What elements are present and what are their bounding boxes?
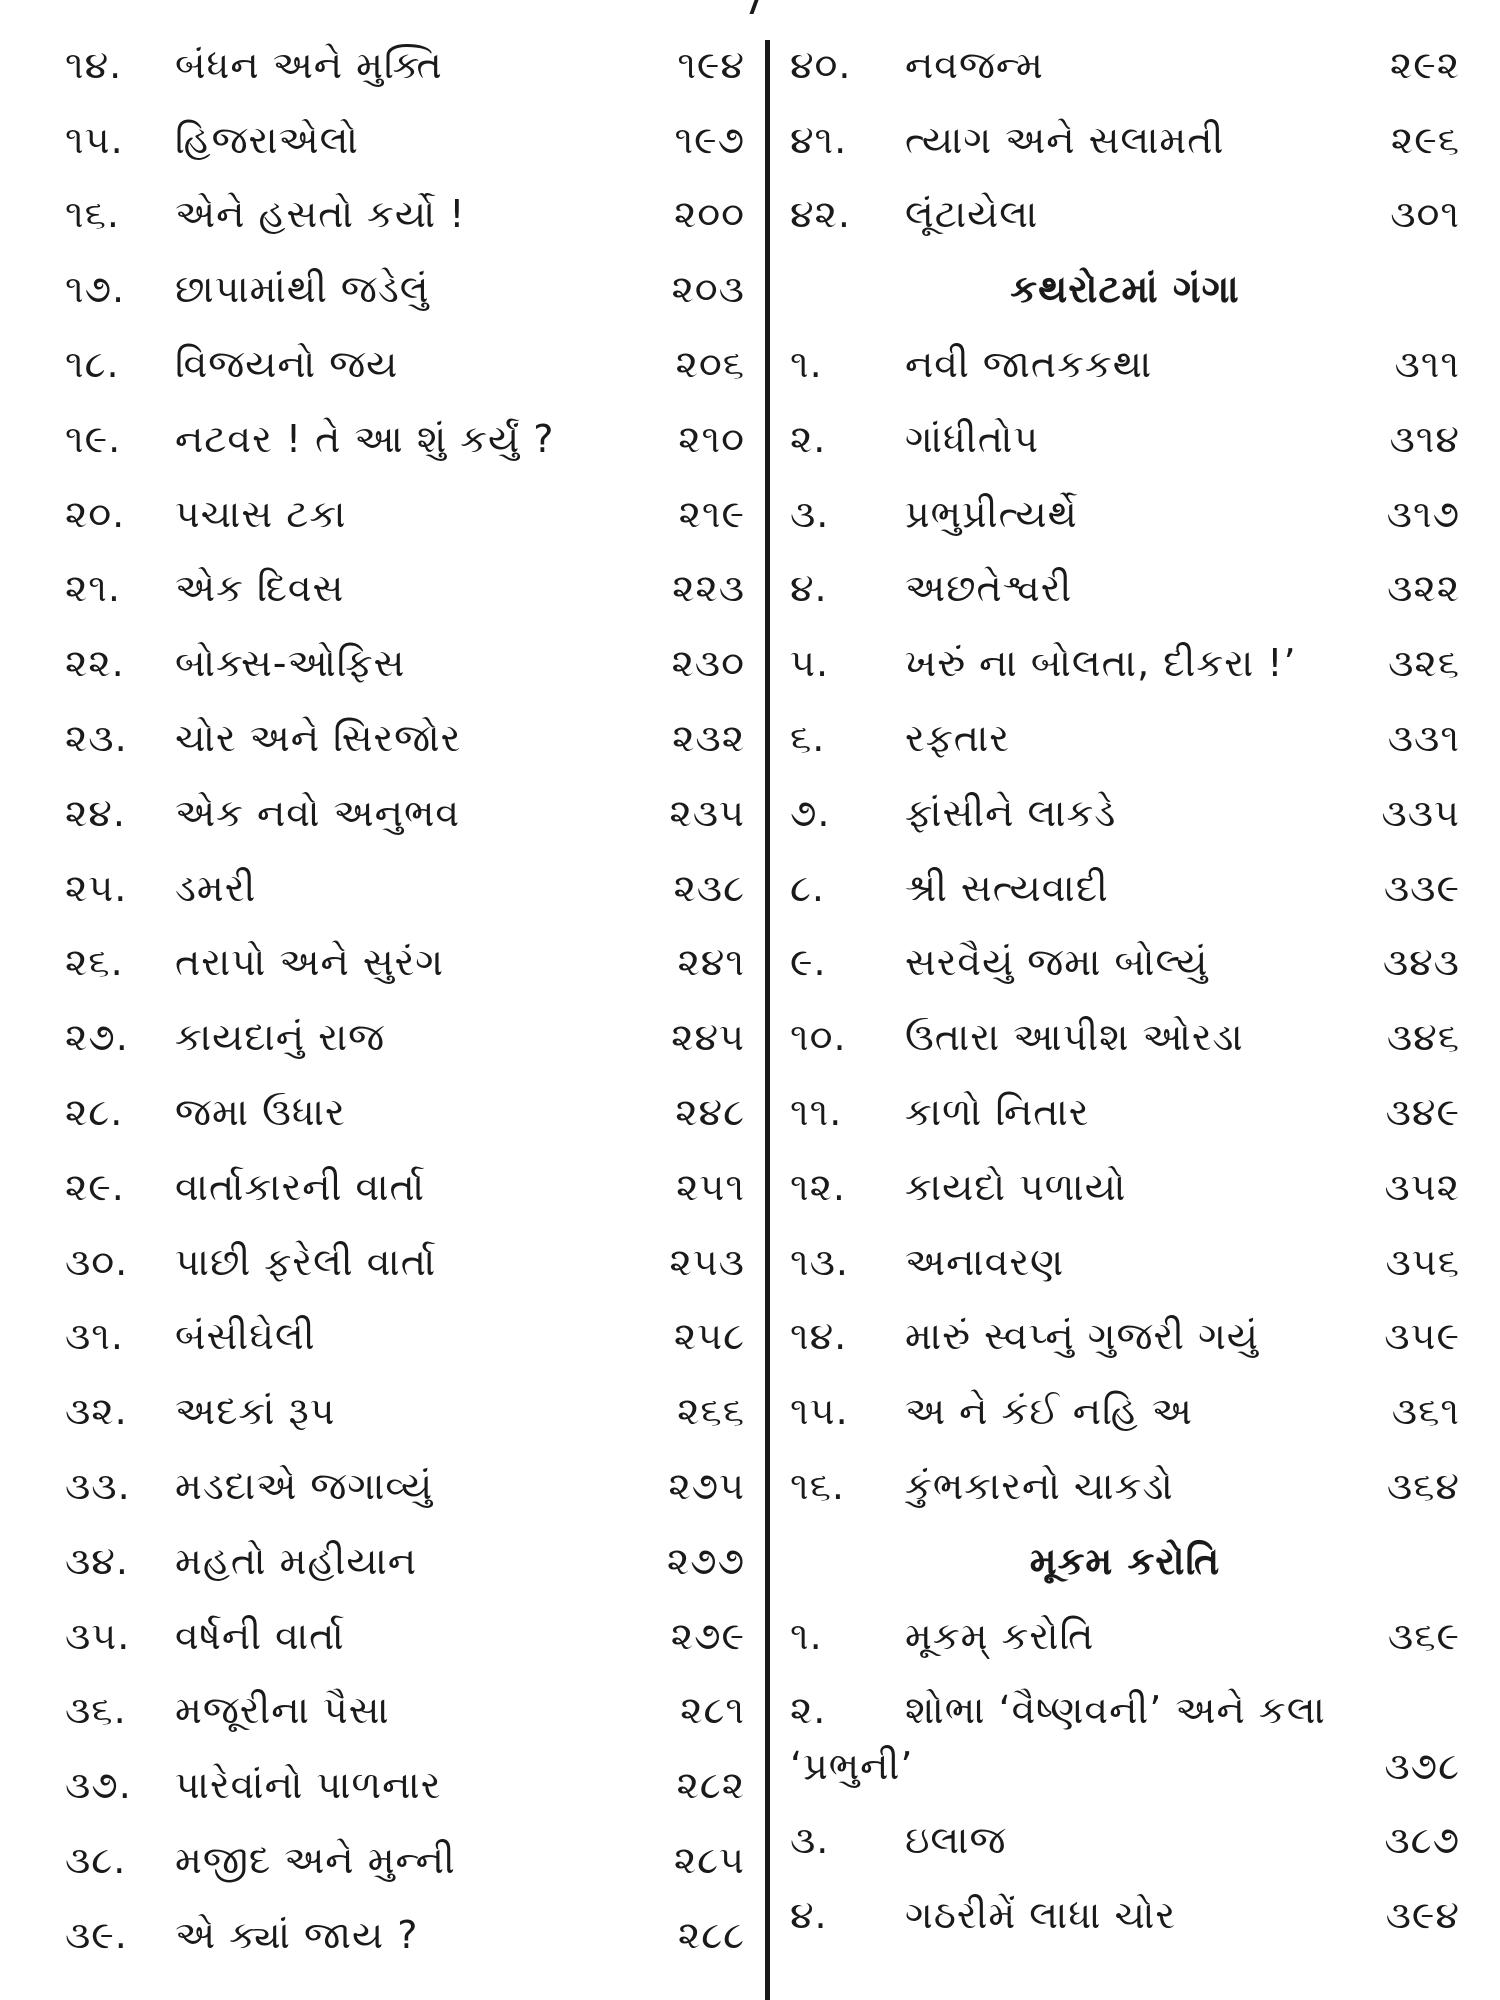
entry-page-number: ૨૬૬ xyxy=(677,1389,745,1434)
entry-number: ૧૫. xyxy=(65,117,124,162)
entry-title: લૂંટાયેલા xyxy=(905,192,1039,237)
entry-title: પારેવાંનો પાળનાર xyxy=(175,1763,442,1808)
toc-entry xyxy=(65,1599,745,1674)
entry-page-number: ૩૧૭ xyxy=(1386,491,1460,536)
entry-page-number: ૩૨૬ xyxy=(1388,641,1460,686)
page-top-mark xyxy=(749,0,758,14)
entry-page-number: ૨૨૩ xyxy=(672,566,745,611)
entry-page-number: ૩૩૯ xyxy=(1383,865,1460,910)
entry-number: ૧૯. xyxy=(65,416,122,461)
entry-page-number: ૨૦૩ xyxy=(671,267,745,312)
entry-title: ડમરી xyxy=(175,865,257,910)
entry-number: ૨૮. xyxy=(65,1090,124,1135)
entry-number: ૨. xyxy=(790,416,827,461)
toc-entry xyxy=(65,327,745,402)
entry-page-number: ૨૧૯ xyxy=(678,491,745,536)
toc-entry xyxy=(65,1225,745,1300)
entry-title: એને હસતો કર્યો ! xyxy=(175,192,466,237)
toc-entry xyxy=(65,1524,745,1599)
entry-page-number: ૨૧૦ xyxy=(678,416,745,461)
entry-page-number: ૩૭૮ xyxy=(1384,1744,1460,1789)
entry-page-number: ૨૪૧ xyxy=(677,940,745,985)
entry-title: વર્ષની વાર્તા xyxy=(175,1613,345,1658)
entry-number: ૨૭. xyxy=(65,1015,129,1060)
right-column xyxy=(790,28,1460,1953)
entry-number: ૮. xyxy=(790,865,825,910)
toc-entry xyxy=(790,28,1460,103)
column-divider xyxy=(765,40,770,2000)
entry-number: ૪૧. xyxy=(790,117,848,162)
entry-title: રફતાર xyxy=(905,716,1010,761)
entry-title: ત્યાગ અને સલામતી xyxy=(905,117,1225,162)
entry-page-number: ૨૮૨ xyxy=(676,1763,745,1808)
entry-title: કાયદાનું રાજ xyxy=(175,1015,386,1060)
entry-number: ૪૨. xyxy=(790,192,851,237)
entry-page-number: ૩૮૭ xyxy=(1384,1818,1460,1863)
toc-entry xyxy=(65,402,745,477)
entry-number: ૩૮. xyxy=(65,1838,127,1883)
toc-entry xyxy=(790,477,1460,552)
toc-entry xyxy=(790,1878,1460,1953)
entry-title: અ ને કંઈ નહિ અ xyxy=(905,1389,1193,1434)
entry-title: ગાંધીતોપ xyxy=(905,416,1040,461)
toc-entry xyxy=(790,402,1460,477)
toc-entry xyxy=(65,477,745,552)
entry-number: ૨૧. xyxy=(65,566,122,611)
entry-title: નટવર ! તે આ શું કર્યું ? xyxy=(175,416,555,461)
entry-page-number: ૩૫૬ xyxy=(1385,1239,1460,1284)
entry-title: મજીદ અને મુન્ની xyxy=(175,1838,456,1883)
entry-number: ૧૮. xyxy=(65,342,120,387)
entry-title: ચોર અને સિરજોર xyxy=(175,716,462,761)
entry-title: બોક્સ-ઓફિસ xyxy=(175,641,406,686)
entry-title: મારું સ્વપ્નું ગુજરી ગયું xyxy=(905,1314,1259,1359)
toc-entry xyxy=(790,1225,1460,1300)
toc-entry xyxy=(790,327,1460,402)
entry-title: નવી જાતકકથા xyxy=(905,342,1153,387)
entry-number: ૧૪. xyxy=(790,1314,848,1359)
section-heading-kathrot: કથરોટમાં ગંગા xyxy=(1010,267,1240,312)
entry-page-number: ૩૫૯ xyxy=(1384,1314,1460,1359)
entry-title: એક દિવસ xyxy=(175,566,345,611)
entry-page-number: ૨૩૦ xyxy=(671,641,745,686)
entry-page-number: ૨૪૮ xyxy=(675,1090,745,1135)
entry-number: ૨. xyxy=(790,1688,827,1733)
toc-entry xyxy=(790,701,1460,776)
entry-number: ૩. xyxy=(790,491,830,536)
entry-page-number: ૩૬૪ xyxy=(1386,1464,1460,1509)
entry-number: ૫. xyxy=(790,641,830,686)
entry-title: તરાપો અને સુરંગ xyxy=(175,940,445,985)
entry-page-number: ૨૩૨ xyxy=(672,716,745,761)
left-column xyxy=(65,28,745,1973)
toc-entry xyxy=(790,851,1460,926)
entry-page-number: ૨૯૬ xyxy=(1390,117,1460,162)
toc-entry xyxy=(790,552,1460,627)
entry-number: ૩૧. xyxy=(65,1314,125,1359)
entry-number: ૯. xyxy=(790,940,827,985)
entry-number: ૩. xyxy=(790,1818,830,1863)
entry-number: ૩૭. xyxy=(65,1763,132,1808)
entry-title: સરવૈયું જમા બોલ્યું xyxy=(905,940,1209,985)
entry-number: ૨૫. xyxy=(65,865,128,910)
entry-page-number: ૨૦૬ xyxy=(675,342,745,387)
entry-page-number: ૧૯૪ xyxy=(677,42,745,87)
entry-number: ૧૨. xyxy=(790,1164,847,1209)
entry-title: મજૂરીના પૈસા xyxy=(175,1688,390,1733)
toc-entry xyxy=(65,1000,745,1075)
entry-number: ૧. xyxy=(790,1613,823,1658)
toc-entry xyxy=(790,926,1460,1001)
toc-entry xyxy=(65,1150,745,1225)
toc-entry xyxy=(790,1674,1460,1804)
entry-page-number: ૨૮૮ xyxy=(677,1912,745,1957)
entry-number: ૬. xyxy=(790,716,826,761)
entry-page-number: ૨૮૧ xyxy=(680,1688,745,1733)
entry-number: ૭. xyxy=(790,790,831,835)
entry-title: એક નવો અનુભવ xyxy=(175,790,461,835)
toc-entry xyxy=(65,701,745,776)
toc-entry xyxy=(790,626,1460,701)
toc-entry xyxy=(65,178,745,253)
entry-title: બંધન અને મુક્તિ xyxy=(175,42,443,87)
toc-entry xyxy=(65,776,745,851)
toc-entry xyxy=(65,552,745,627)
right-top-list xyxy=(790,28,1460,252)
entry-page-number: ૨૭૭ xyxy=(666,1538,745,1583)
entry-page-number: ૩૪૩ xyxy=(1382,940,1460,985)
entry-title: કુંભકારનો ચાકડો xyxy=(905,1464,1174,1509)
entry-title: જમા ઉધાર xyxy=(175,1090,346,1135)
entry-page-number: ૨૭૫ xyxy=(668,1464,745,1509)
entry-number: ૪. xyxy=(790,566,828,611)
entry-page-number: ૩૯૪ xyxy=(1385,1893,1460,1938)
toc-entry xyxy=(790,776,1460,851)
entry-page-number: ૨૩૮ xyxy=(673,865,745,910)
entry-page-number: ૩૪૬ xyxy=(1386,1015,1460,1060)
entry-number: ૩૬. xyxy=(65,1688,127,1733)
toc-entry xyxy=(790,178,1460,253)
entry-number: ૧૬. xyxy=(790,1464,845,1509)
entry-number: ૧૭. xyxy=(65,267,126,312)
toc-entry xyxy=(65,1898,745,1973)
entry-page-number: ૩૨૨ xyxy=(1387,566,1460,611)
entry-title: ઇલાજ xyxy=(905,1818,1007,1863)
toc-entry xyxy=(65,926,745,1001)
toc-entry xyxy=(790,1374,1460,1449)
entry-page-number: ૨૫૩ xyxy=(669,1239,745,1284)
entry-title: મડદાએ જગાવ્યું xyxy=(175,1464,434,1509)
entry-number: ૩૫. xyxy=(65,1613,131,1658)
entry-title: પચાસ ટકા xyxy=(175,491,347,536)
entry-number: ૨૨. xyxy=(65,641,125,686)
entry-page-number: ૩૬૯ xyxy=(1387,1613,1460,1658)
entry-number: ૨૯. xyxy=(65,1164,125,1209)
entry-page-number: ૩૬૧ xyxy=(1391,1389,1460,1434)
entry-title: અદકાં રૂપ xyxy=(175,1389,336,1434)
entry-number: ૨૬. xyxy=(65,940,124,985)
entry-page-number: ૩૦૧ xyxy=(1390,192,1460,237)
entry-page-number: ૨૦૦ xyxy=(673,192,745,237)
toc-entry xyxy=(65,1823,745,1898)
entry-title: કાળો નિતાર xyxy=(905,1090,1090,1135)
toc-entry xyxy=(65,1075,745,1150)
section-mookam-list xyxy=(790,1599,1460,1953)
entry-title: મૂકમ્ કરોતિ xyxy=(905,1613,1095,1658)
entry-title: ગઠરીમેં લાધા ચોર xyxy=(905,1893,1177,1938)
entry-page-number: ૩૧૪ xyxy=(1389,416,1460,461)
entry-number: ૨૦. xyxy=(65,491,126,536)
entry-page-number: ૩૫૨ xyxy=(1384,1164,1460,1209)
toc-entry xyxy=(790,1075,1460,1150)
entry-number: ૧૦. xyxy=(790,1015,847,1060)
entry-page-number: ૨૪૫ xyxy=(671,1015,745,1060)
toc-entry xyxy=(65,1674,745,1749)
toc-entry xyxy=(65,1748,745,1823)
toc-entry xyxy=(65,103,745,178)
entry-page-number: ૨૫૧ xyxy=(676,1164,745,1209)
entry-title: બંસીઘેલી xyxy=(175,1314,316,1359)
toc-entry xyxy=(65,851,745,926)
entry-number: ૨૪. xyxy=(65,790,126,835)
entry-number: ૩૩. xyxy=(65,1464,131,1509)
entry-title: નવજન્મ xyxy=(905,42,1044,87)
entry-number: ૧૫. xyxy=(790,1389,849,1434)
entry-title: વિજયનો જય xyxy=(175,342,399,387)
toc-entry xyxy=(65,1449,745,1524)
entry-title: હિજરાએલો xyxy=(175,117,359,162)
entry-page-number: ૩૩૫ xyxy=(1381,790,1460,835)
entry-page-number: ૨૭૯ xyxy=(670,1613,745,1658)
entry-title: કાયદો પળાયો xyxy=(905,1164,1127,1209)
toc-entry xyxy=(65,252,745,327)
entry-number: ૨૩. xyxy=(65,716,128,761)
entry-title: શોભા ‘વૈષ્ણવની’ અને કલા xyxy=(905,1688,1326,1733)
entry-number: ૩૪. xyxy=(65,1538,129,1583)
toc-entry xyxy=(790,1599,1460,1674)
entry-number: ૩૯. xyxy=(65,1912,128,1957)
entry-page-number: ૨૩૫ xyxy=(669,790,745,835)
entry-title: અછતેશ્વરી xyxy=(905,566,1073,611)
entry-page-number: ૩૪૯ xyxy=(1385,1090,1460,1135)
toc-entry xyxy=(790,1000,1460,1075)
entry-title: વાર્તાકારની વાર્તા xyxy=(175,1164,426,1209)
entry-title-continued: ‘પ્રભુની’ xyxy=(790,1744,914,1789)
entry-number: ૩૦. xyxy=(65,1239,129,1284)
toc-entry xyxy=(790,1804,1460,1879)
toc-entry xyxy=(790,103,1460,178)
entry-number: ૪૦. xyxy=(790,42,852,87)
entry-title: પ્રભુપ્રીત્યર્થે xyxy=(905,491,1078,536)
entry-page-number: ૨૯૨ xyxy=(1389,42,1460,87)
entry-number: ૧૩. xyxy=(790,1239,850,1284)
toc-entry xyxy=(65,28,745,103)
entry-title: પાછી ફરેલી વાર્તા xyxy=(175,1239,437,1284)
entry-title: ફાંસીને લાકડે xyxy=(905,790,1117,835)
toc-entry xyxy=(790,1300,1460,1375)
entry-page-number: ૨૮૫ xyxy=(673,1838,745,1883)
entry-page-number: ૧૯૭ xyxy=(674,117,745,162)
toc-entry xyxy=(65,626,745,701)
entry-title: છાપામાંથી જડેલું xyxy=(175,267,430,312)
toc-entry xyxy=(790,1150,1460,1225)
toc-entry xyxy=(65,1374,745,1449)
entry-number: ૩૨. xyxy=(65,1389,128,1434)
entry-title: અનાવરણ xyxy=(905,1239,1065,1284)
entry-number: ૧૬. xyxy=(65,192,120,237)
entry-title: મહતો મહીયાન xyxy=(175,1538,418,1583)
entry-title: એ ક્યાં જાય ? xyxy=(175,1912,419,1957)
entry-number: ૧૧. xyxy=(790,1090,843,1135)
entry-page-number: ૩૩૧ xyxy=(1387,716,1460,761)
entry-number: ૪. xyxy=(790,1893,828,1938)
entry-title: શ્રી સત્યવાદી xyxy=(905,865,1109,910)
entry-title: ઉતારા આપીશ ઓરડા xyxy=(905,1015,1244,1060)
entry-number: ૧૪. xyxy=(65,42,123,87)
section-heading-mookam: મૂકમ કરોતિ xyxy=(1029,1538,1221,1583)
toc-entry xyxy=(65,1300,745,1375)
entry-page-number: ૨૫૮ xyxy=(673,1314,745,1359)
entry-page-number: ૩૧૧ xyxy=(1394,342,1460,387)
toc-entry xyxy=(790,1449,1460,1524)
entry-number: ૧. xyxy=(790,342,823,387)
entry-title: ખરું ના બોલતા, દીકરા !’ xyxy=(905,641,1297,686)
section-kathrot-list xyxy=(790,327,1460,1524)
